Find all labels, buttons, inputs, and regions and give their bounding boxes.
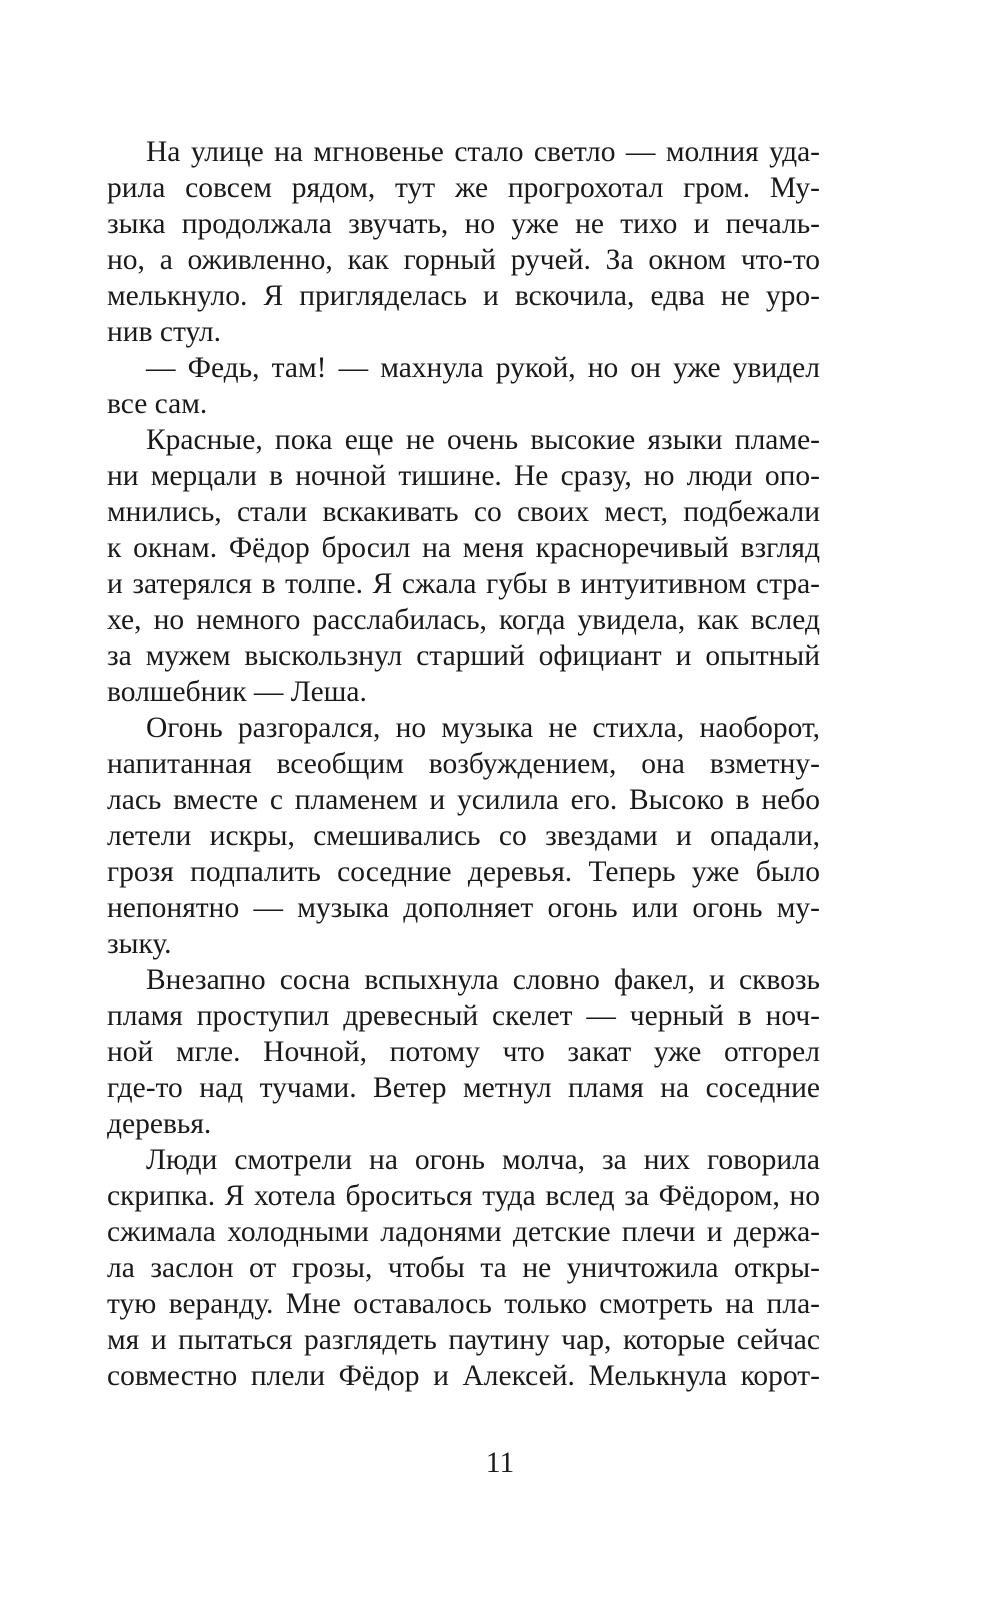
text-line: лась вместе с пламенем и усилила его. Высоко в небо (107, 784, 820, 816)
text-line: совместно плели Фёдор и Алексей. Мелькнула корот- (107, 1360, 820, 1392)
text-line: Внезапно сосна вспыхнула словно факел, и сквозь (146, 964, 820, 996)
text-line: сжимала холодными ладонями детские плечи и держа- (107, 1216, 820, 1248)
text-line: Красные, пока еще не очень высокие языки пламе- (146, 424, 820, 456)
text-line: напитанная всеобщим возбуждением, она взметну- (107, 748, 820, 780)
text-line: но, а оживленно, как горный ручей. За окном что-то (107, 244, 820, 276)
text-line: рила совсем рядом, тут же прогрохотал гром. Му- (107, 172, 820, 204)
text-line: зыку. (107, 928, 172, 960)
text-line: за мужем выскользнул старший официант и опытный (107, 640, 820, 672)
text-line: зыка продолжала звучать, но уже не тихо и печаль- (107, 208, 820, 240)
text-line: мнились, стали вскакивать со своих мест, подбежали (107, 496, 820, 528)
text-line: летели искры, смешивались со звездами и опадали, (107, 820, 820, 852)
text-line: — Федь, там! — махнула рукой, но он уже увидел (146, 352, 820, 384)
text-line: пламя проступил древесный скелет — черный в ноч- (107, 1000, 820, 1032)
text-line: Огонь разгорался, но музыка не стихла, наоборот, (146, 712, 820, 744)
text-line: ни мерцали в ночной тишине. Не сразу, но люди опо- (107, 460, 820, 492)
text-line: хе, но немного расслабилась, когда увидела, как вслед (107, 604, 820, 636)
text-line: нив стул. (107, 316, 222, 348)
text-line: грозя подпалить соседние деревья. Теперь уже было (107, 856, 820, 888)
text-line: ла заслон от грозы, чтобы та не уничтожила откры- (107, 1252, 820, 1284)
text-line: где-то над тучами. Ветер метнул пламя на соседние (107, 1072, 820, 1104)
text-line: На улице на мгновенье стало светло — молния уда- (146, 136, 820, 168)
page-number: 11 (485, 1447, 515, 1479)
text-line: волшебник — Леша. (107, 676, 367, 708)
text-line: деревья. (107, 1108, 212, 1140)
text-line: все сам. (107, 388, 208, 420)
text-line: мя и пытаться разглядеть паутину чар, которые сейчас (107, 1324, 820, 1356)
text-line: ной мгле. Ночной, потому что закат уже отгорел (107, 1036, 820, 1068)
text-line: тую веранду. Мне оставалось только смотреть на пла- (107, 1288, 820, 1320)
text-line: и затерялся в толпе. Я сжала губы в интуитивном стра- (107, 568, 820, 600)
text-line: Люди смотрели на огонь молча, за них говорила (146, 1144, 820, 1176)
text-line: скрипка. Я хотела броситься туда вслед за Фёдором, но (107, 1180, 820, 1212)
text-line: мелькнуло. Я пригляделась и вскочила, едва не уро- (107, 280, 820, 312)
text-line: к окнам. Фёдор бросил на меня красноречивый взгляд (107, 532, 820, 564)
text-line: непонятно — музыка дополняет огонь или огонь му- (107, 892, 820, 924)
